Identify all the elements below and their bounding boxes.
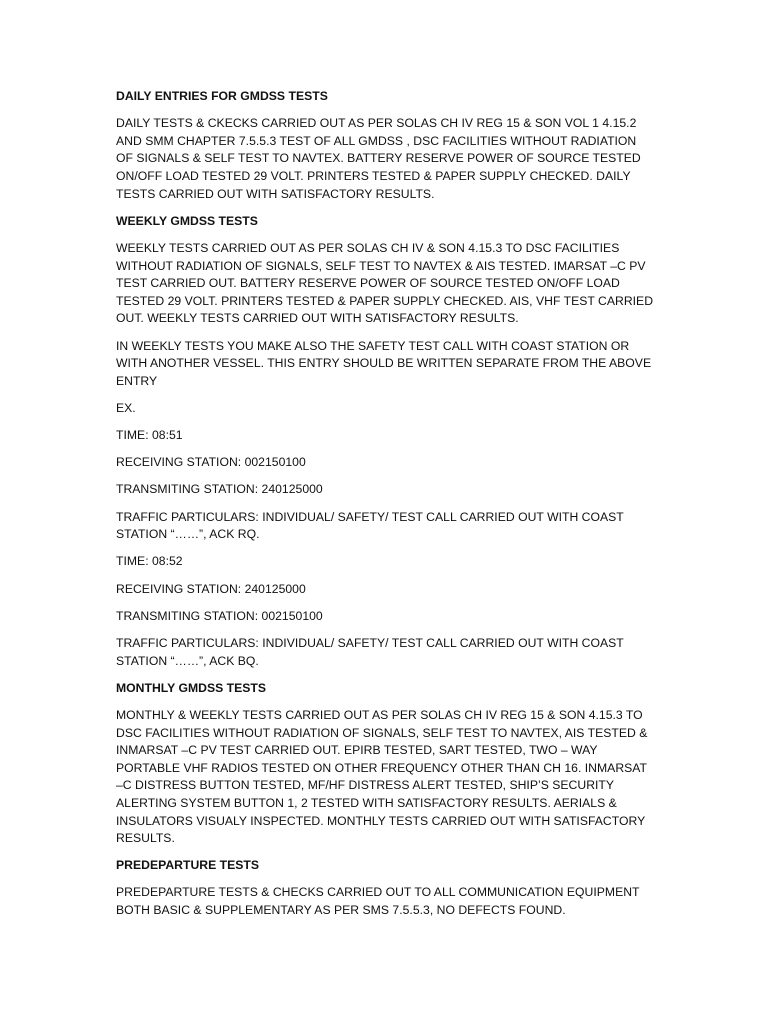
- entry-transmitting-station-2: TRANSMITING STATION: 002150100: [116, 608, 323, 623]
- paragraph-predeparture-tests: PREDEPARTURE TESTS & CHECKS CARRIED OUT TO ALL COMMUNICATION EQUIPMENT BOTH BASIC & SUPPLEMENTARY AS PER SMS 7.5.5.3, NO DEFECTS FOUND.: [116, 885, 640, 918]
- document-page: [116, 88, 656, 929]
- entry-time-2: TIME: 08:52: [116, 554, 183, 569]
- paragraph-example-label: EX.: [116, 400, 136, 415]
- paragraph-monthly-tests: MONTHLY & WEEKLY TESTS CARRIED OUT AS PER SOLAS CH IV REG 15 & SON 4.15.3 TO DSC FACILITIES WITHOUT RADIATION OF SIGNALS, SELF TEST TO NAVTEX, AIS TESTED & INMARSAT –C PV TEST CARRIED OUT. EPIRB TESTED, SART TESTED, TWO – WAY PORTABLE VHF RADIOS TESTED ON OTHER FREQUENCY OTHER THAN CH 16. INMARSAT –C DISTRESS BUTTON TESTED, MF/HF DISTRESS ALERT TESTED, SHIP’S SECURITY ALERTING SYSTEM BUTTON 1, 2 TESTED WITH SATISFACTORY RESULTS. AERIALS & INSULATORS VISUALY INSPECTED. MONTHLY TESTS CARRIED OUT WITH SATISFACTORY RESULTS.: [116, 707, 648, 846]
- entry-receiving-station-1: RECEIVING STATION: 002150100: [116, 455, 306, 470]
- entry-traffic-particulars-2: TRAFFIC PARTICULARS: INDIVIDUAL/ SAFETY/ TEST CALL CARRIED OUT WITH COAST STATION “……”, ACK BQ.: [116, 635, 624, 668]
- entry-receiving-station-2: RECEIVING STATION: 240125000: [116, 581, 306, 596]
- section-heading-monthly: MONTHLY GMDSS TESTS: [116, 680, 267, 695]
- entry-traffic-particulars-1: TRAFFIC PARTICULARS: INDIVIDUAL/ SAFETY/ TEST CALL CARRIED OUT WITH COAST STATION “……”, ACK RQ.: [116, 509, 624, 542]
- section-heading-weekly: WEEKLY GMDSS TESTS: [116, 213, 258, 228]
- entry-transmitting-station-1: TRANSMITING STATION: 240125000: [116, 482, 323, 497]
- paragraph-daily-tests: DAILY TESTS & CKECKS CARRIED OUT AS PER SOLAS CH IV REG 15 & SON VOL 1 4.15.2 AND SMM CHAPTER 7.5.5.3 TEST OF ALL GMDSS , DSC FACILITIES WITHOUT RADIATION OF SIGNALS & SELF TEST TO NAVTEX. BATTERY RESERVE POWER OF SOURCE TESTED ON/OFF LOAD TESTED 29 VOLT. PRINTERS TESTED & PAPER SUPPLY CHECKED. DAILY TESTS CARRIED OUT WITH SATISFACTORY RESULTS.: [116, 116, 641, 201]
- section-heading-predeparture: PREDEPARTURE TESTS: [116, 858, 260, 873]
- paragraph-weekly-tests: WEEKLY TESTS CARRIED OUT AS PER SOLAS CH IV & SON 4.15.3 TO DSC FACILITIES WITHOUT RADIATION OF SIGNALS, SELF TEST TO NAVTEX & AIS TESTED. IMARSAT –C PV TEST CARRIED OUT. BATTERY RESERVE POWER OF SOURCE TESTED ON/OFF LOAD TESTED 29 VOLT. PRINTERS TESTED & PAPER SUPPLY CHECKED. AIS, VHF TEST CARRIED OUT. WEEKLY TESTS CARRIED OUT WITH SATISFACTORY RESULTS.: [116, 240, 654, 326]
- section-heading-daily: DAILY ENTRIES FOR GMDSS TESTS: [116, 89, 328, 103]
- paragraph-weekly-note: IN WEEKLY TESTS YOU MAKE ALSO THE SAFETY TEST CALL WITH COAST STATION OR WITH ANOTHER VESSEL. THIS ENTRY SHOULD BE WRITTEN SEPARATE FROM THE ABOVE ENTRY: [116, 338, 652, 388]
- entry-time-1: TIME: 08:51: [116, 428, 183, 443]
